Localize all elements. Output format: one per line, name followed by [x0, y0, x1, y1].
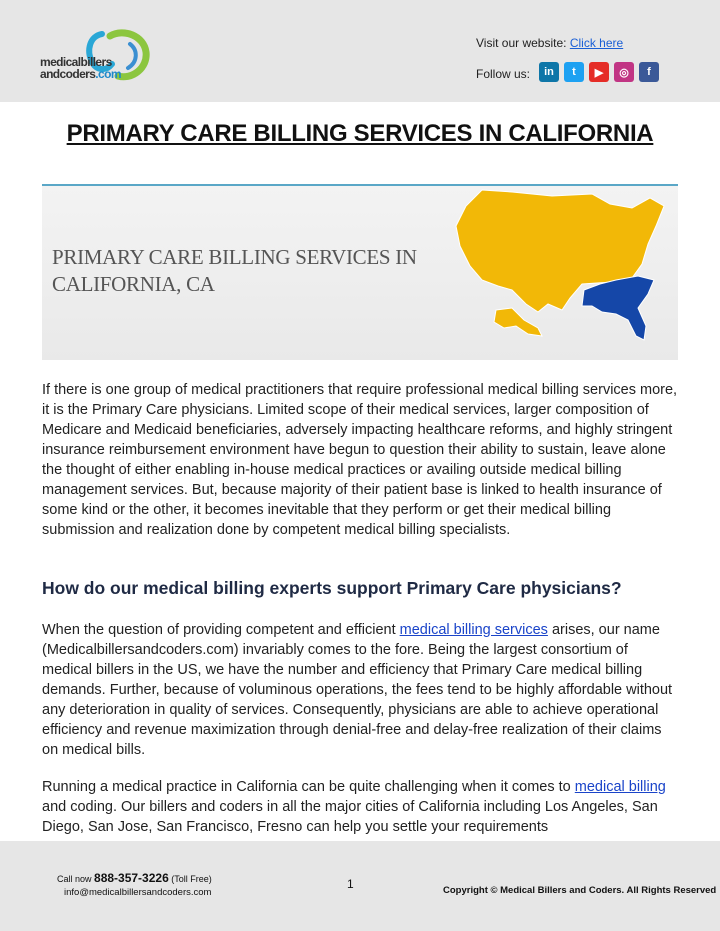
logo-line-2a: andcoders — [40, 67, 96, 81]
banner-line-2: CALIFORNIA, CA — [52, 272, 215, 296]
call-suffix: (Toll Free) — [168, 874, 212, 884]
youtube-icon[interactable]: ▶ — [589, 62, 609, 82]
banner-caption — [52, 244, 417, 298]
support-paragraph — [42, 620, 678, 760]
logo-wordmark — [40, 56, 121, 80]
para2-before: When the question of providing competent and efficient — [42, 622, 400, 638]
page-title: PRIMARY CARE BILLING SERVICES IN CALIFORNIA — [66, 120, 654, 147]
visit-website — [476, 36, 623, 50]
follow-label: Follow us: — [476, 67, 531, 81]
twitter-icon[interactable]: t — [564, 62, 584, 82]
logo-line-2b: .com — [95, 67, 121, 81]
california-paragraph — [42, 777, 678, 837]
page-number: 1 — [347, 877, 354, 891]
social-links — [539, 62, 659, 82]
para3-after: and coding. Our billers and coders in all the major cities of California including Los Angeles, San Diego, San Jose, San Francisco, Fresno can help you settle your requirements — [42, 799, 658, 835]
us-map-icon — [442, 186, 678, 358]
contact-email[interactable]: info@medicalbillersandcoders.com — [64, 887, 212, 898]
section-heading: How do our medical billing experts support Primary Care physicians? — [42, 578, 622, 598]
intro-paragraph: If there is one group of medical practitioners that require professional medical billing services more, it is the Primary Care physicians. Limited scope of their medical services, larger composition of Medicare and Medicaid beneficiaries, adversely impacting healthcare reforms, and highly stringent insurance reimbursement environment have begun to question their ability to sustain, leave alone the thought of either enabling in-house medical practices or availing outside medical billing management services. But, because majority of their patient base is linked to health insurance of some kind or the other, it becomes inevitable that they perform or get their medical billing submission and realization done by competent medical billing specialists. — [42, 382, 678, 538]
call-now — [57, 871, 212, 885]
call-prefix: Call now — [57, 874, 95, 884]
para3-before: Running a medical practice in California can be quite challenging when it comes to — [42, 779, 575, 795]
copyright-notice: Copyright © Medical Billers and Coders. All Rights Reserved — [443, 885, 717, 896]
medical-billing-link[interactable]: medical billing — [574, 779, 666, 795]
page-footer — [0, 841, 720, 931]
banner-line-1: PRIMARY CARE BILLING SERVICES IN — [52, 245, 417, 269]
medical-billing-services-link[interactable]: medical billing services — [399, 622, 548, 638]
website-link[interactable]: Click here — [569, 36, 624, 50]
instagram-icon[interactable]: ◎ — [614, 62, 634, 82]
para2-after: arises, our name (Medicalbillersandcoders.com) invariably comes to the fore. Being the largest consortium of medical billers in the US, we have the number and efficiency that Primary Care medical billing demands. Further, because of voluminous operations, the fees tend to be highly affordable without any deterioration in quality of services. Consequently, physicians are able to achieve operational efficiency and revenue maximization through denial-free and delay-free realization of their claims on medical bills. — [42, 622, 673, 758]
logo-line-1: medicalbillers — [40, 55, 112, 69]
linkedin-icon[interactable]: in — [539, 62, 559, 82]
company-logo[interactable] — [40, 28, 155, 88]
page-header — [0, 0, 720, 102]
visit-label: Visit our website: — [476, 36, 567, 50]
phone-number[interactable]: 888-357-3226 — [94, 871, 169, 885]
banner-image — [42, 184, 678, 360]
facebook-icon[interactable]: f — [639, 62, 659, 82]
